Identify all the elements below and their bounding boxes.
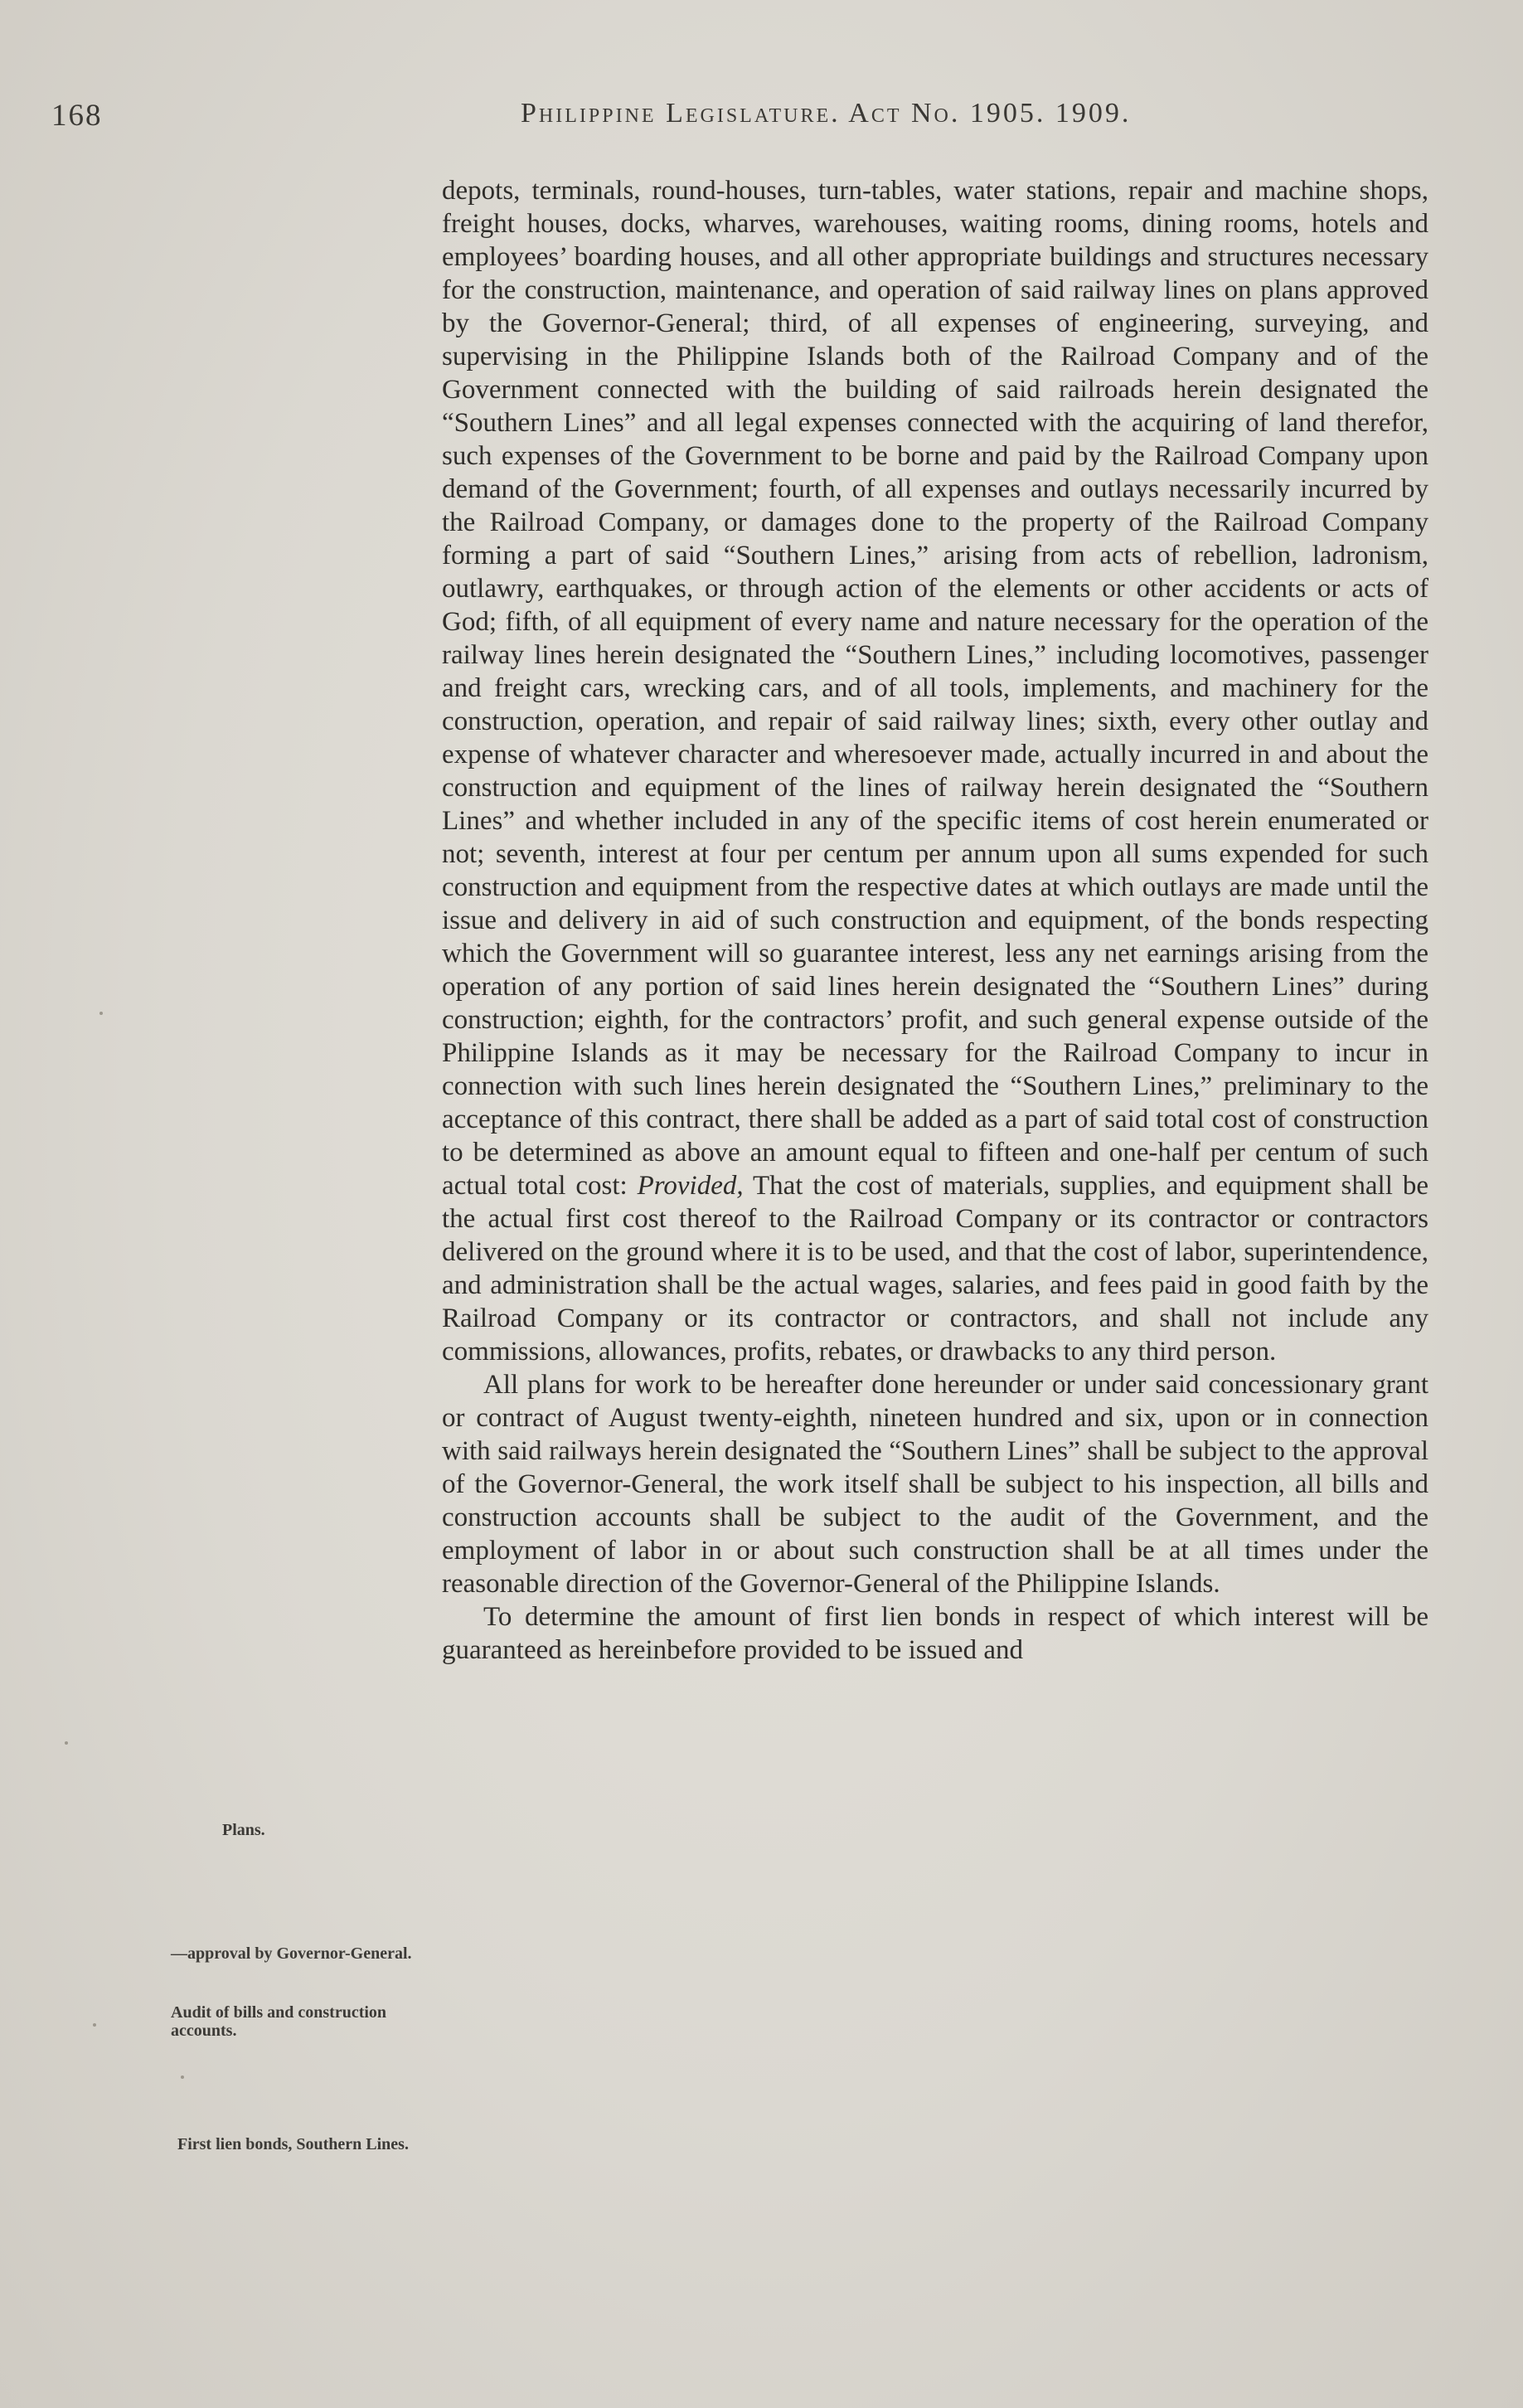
paper-speck [99, 1012, 103, 1015]
paragraph-text: depots, terminals, round-houses, turn-tables, water stations, repair and machine shops, freight houses, docks, wharves, warehouses, waiting rooms, dining rooms, hotels and employees’ boarding houses, and all other appropriate buildings and structures necessary for the construction, maintenance, and operation of said railway lines on plans approved by the Governor-General; third, of all expenses of engineering, surveying, and supervising in the Philippine Islands both of the Railroad Company and of the Government connected with the building of said railroads herein designated the “Southern Lines” and all legal expenses connected with the acquiring of land therefor, such expenses of the Government to be borne and paid by the Railroad Company upon demand of the Government; fourth, of all expenses and outlays necessarily incurred by the Railroad Company, or damages done to the property of the Railroad Company forming a part of said “Southern Lines,” arising from acts of rebellion, ladronism, outlawry, earthquakes, or through action of the elements or other accidents or acts of God; fifth, of all equipment of every name and nature necessary for the operation of the railway lines herein designated the “Southern Lines,” including locomotives, passenger and freight cars, wrecking cars, and of all tools, implements, and machinery for the construction, operation, and repair of said railway lines; sixth, every other outlay and expense of whatever character and wheresoever made, actually incurred in and about the construction and equipment of the lines of railway herein designated the “Southern Lines” and whether included in any of the specific items of cost herein enumerated or not; seventh, interest at four per centum per annum upon all sums expended for such construction and equipment from the respective dates at which outlays are made until the issue and delivery in aid of such construction and equipment, of the bonds respecting which the Government will so guarantee interest, less any net earnings arising from the operation of any portion of said lines herein designated the “Southern Lines” during construction; eighth, for the contractors’ profit, and such general expense outside of the Philippine Islands as it may be necessary for the Railroad Company to incur in connection with such lines herein designated the “Southern Lines,” preliminary to the acceptance of this contract, there shall be added as a part of said total cost of construction to be determined as above an amount equal to fifteen and one-half per centum of such actual total cost: [442, 176, 1428, 1201]
paragraph-text: That the cost of materials, supplies, and equipment shall be the actual first cost thereof to the Railroad Company or its contractor or contractors delivered on the ground where it is to be used, and that the cost of labor, superintendence, and administration shall be the actual wages, salaries, and fees paid in good faith by the Railroad Company or its contractor or contractors, and shall not include any commissions, allowances, profits, rebates, or drawbacks to any third person. [442, 1171, 1428, 1367]
body-paragraph: All plans for work to be hereafter done hereunder or under said concessionary grant or contract of August twenty-eighth, nineteen hundred and six, upon or in connection with said railways herein designated the “Southern Lines” shall be subject to the approval of the Governor-General, the work itself shall be subject to his inspection, all bills and construction accounts shall be subject to the audit of the Government, and the employment of labor in or about such construction shall be at all times under the reasonable direction of the Governor-General of the Philippine Islands. [442, 1370, 1428, 1599]
page-header [0, 98, 1523, 148]
paper-speck [65, 1741, 68, 1745]
body-paragraph [442, 174, 1428, 1368]
paper-speck [93, 2023, 96, 2027]
body-paragraph: To determine the amount of first lien bonds in respect of which interest will be guaranteed as hereinbefore provided to be issued and [442, 1602, 1428, 1665]
paper-speck [181, 2075, 184, 2079]
margin-note-audit: Audit of bills and construction accounts. [171, 2003, 387, 2040]
margin-note-plans: Plans. [222, 1821, 265, 1839]
margin-note-approval: —approval by Governor-General. [171, 1944, 412, 1963]
margin-note-first-lien: First lien bonds, Southern Lines. [177, 2135, 409, 2153]
page-number: 168 [51, 99, 103, 133]
proviso-word: Provided, [637, 1171, 744, 1201]
running-head: Philippine Legislature. Act No. 1905. 1909. [521, 98, 1132, 129]
body-text [442, 174, 1428, 1667]
